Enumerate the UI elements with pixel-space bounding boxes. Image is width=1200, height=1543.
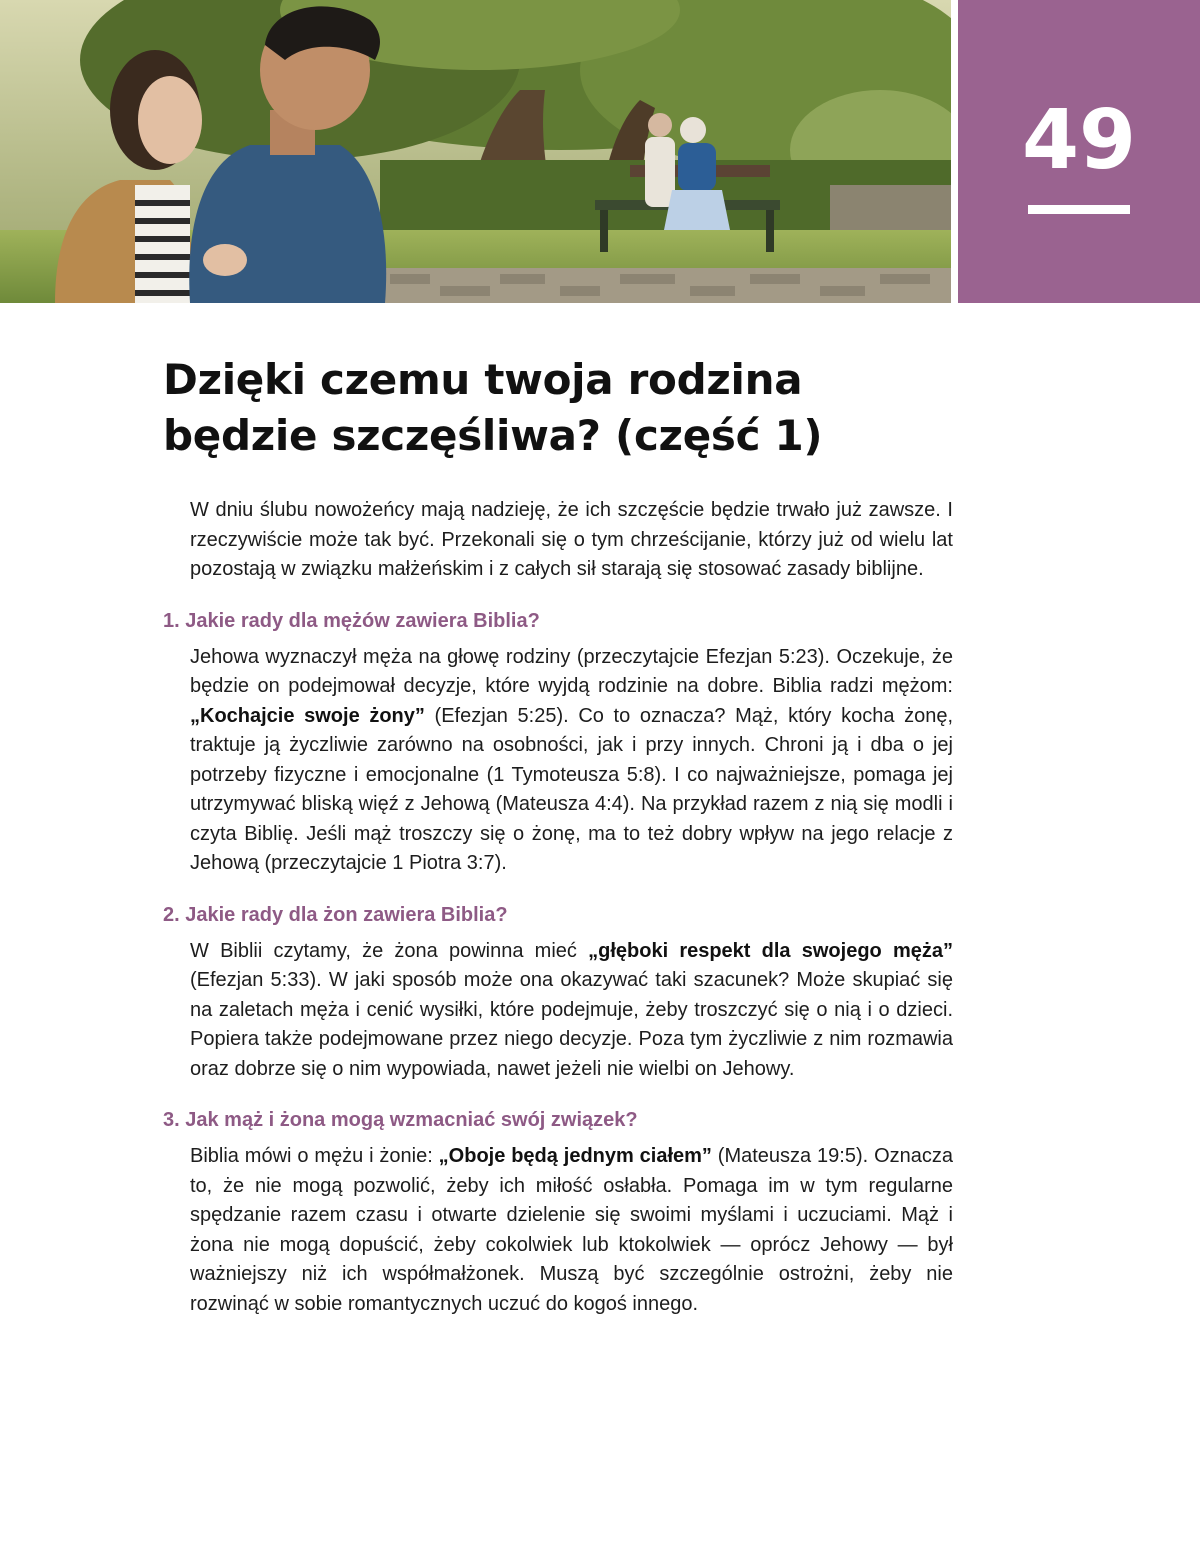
question-heading: 2. Jakie rady dla żon zawiera Biblia? [163, 903, 508, 926]
section-2 [163, 901, 953, 1085]
answer-text: (Efezjan 5:25). Co to oznacza? Mąż, który kocha żonę, traktuje ją życzliwie zarówno na osobności, jak i przy innych. Chroni ją i dba o jej potrzeby fizyczne i emocjonalne (1 Tymoteusza 5:8). I co najważniejsze, pomaga jej utrzymywać bliską więź z Jehową (Mateusza 4:4). Na przykład razem z nią się modli i czyta Biblię. Jeśli mąż troszczy się o żonę, ma to też dobry wpływ na jego relacje z Jehową (przeczytajcie 1 Piotra 3:7). [190, 704, 954, 874]
section-1 [163, 607, 953, 879]
scripture-quote: „głęboki respekt dla swojego męża” [588, 939, 953, 962]
question-heading: 3. Jak mąż i żona mogą wzmacniać swój związek? [163, 1109, 638, 1131]
answer-paragraph [163, 937, 953, 1085]
answer-text: (Mateusza 19:5). Oznacza to, że nie mogą pozwolić, żeby ich miłość osłabła. Pomaga im w tym regularne spędzanie razem czasu i otwarte dzielenie się swoimi myślami i uczuciami. Mąż i żona nie mogą dopuścić, żeby cokolwiek lub ktokolwiek — oprócz Jehowy — był ważniejszy niż ich współmałżonek. Muszą być szczególnie ostrożni, żeby nie rozwinąć w sobie romantycznych uczuć do kogoś innego. [190, 1145, 953, 1315]
lesson-number-box [958, 0, 1200, 303]
hero-photo [0, 0, 951, 303]
lesson-number: 49 [1021, 93, 1137, 188]
lesson-number-underline [1028, 205, 1130, 214]
section-3 [163, 1106, 953, 1319]
scripture-quote: „Oboje będą jednym ciałem” [438, 1145, 712, 1167]
answer-paragraph [163, 643, 953, 879]
page-title: Dzięki czemu twoja rodzina będzie szczęśliwa? (część 1) [163, 355, 823, 460]
answer-text: Jehowa wyznaczył męża na głowę rodziny (przeczytajcie Efezjan 5:23). Oczekuje, że będzie on podejmował decyzje, które wyjdą rodzinie na dobre. Biblia radzi mężom: [190, 645, 953, 697]
question-heading: 1. Jakie rady dla mężów zawiera Biblia? [163, 609, 540, 632]
answer-text: (Efezjan 5:33). W jaki sposób może ona okazywać taki szacunek? Może skupiać się na zaletach męża i cenić wysiłki, które podejmuje, żeby troszczyć się o nią i o dzieci. Popiera także podejmowane przez niego decyzje. Poza tym życzliwie z nim rozmawia oraz dobrze się o nim wypowiada, nawet jeżeli nie wielbi on Jehowy. [190, 969, 953, 1080]
scripture-quote: „Kochajcie swoje żony” [190, 704, 425, 727]
intro-paragraph: W dniu ślubu nowożeńcy mają nadzieję, że ich szczęście będzie trwało już zawsze. I rzeczywiście może tak być. Przekonali się o tym chrześcijanie, którzy już od wielu lat pozostają w związku małżeńskim i z całych sił starają się stosować zasady biblijne. [190, 499, 953, 580]
answer-text: W Biblii czytamy, że żona powinna mieć [190, 939, 589, 962]
answer-paragraph [163, 1142, 953, 1319]
lesson-content [163, 352, 953, 1319]
answer-text: Biblia mówi o mężu i żonie: [190, 1145, 439, 1167]
